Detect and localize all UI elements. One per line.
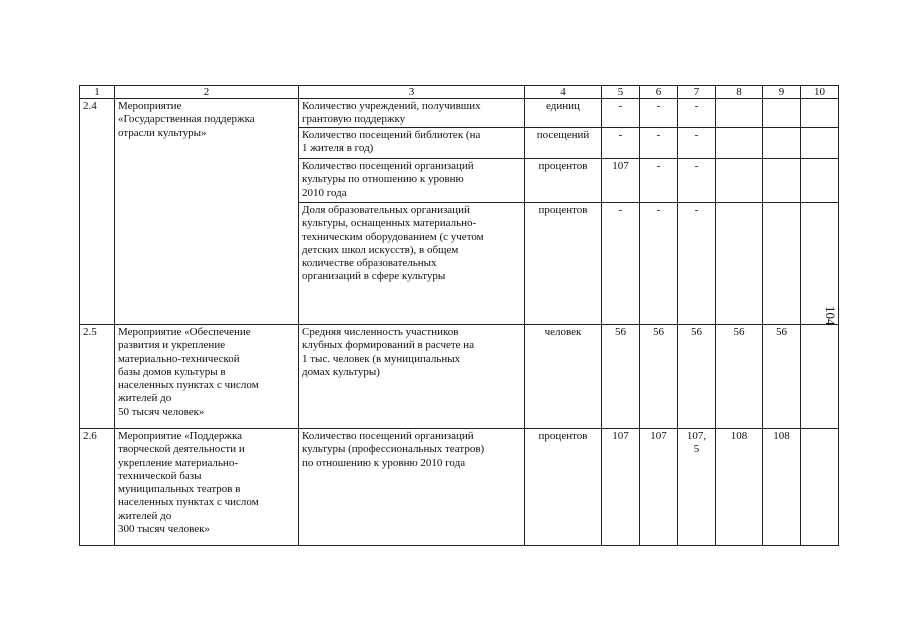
value-cell [801,325,839,429]
value-cell: 56 [763,325,801,429]
value-cell [716,128,763,159]
value-cell [716,159,763,203]
unit-cell: посещений [525,128,602,159]
column-header: 7 [678,86,716,99]
unit-cell: человек [525,325,602,429]
column-header: 4 [525,86,602,99]
value-cell: 107 [602,429,640,546]
table-header-row [80,86,839,99]
value-cell: - [678,99,716,128]
value-cell: - [678,203,716,325]
value-cell [763,203,801,325]
column-header: 3 [299,86,525,99]
value-cell [716,99,763,128]
unit-cell: процентов [525,159,602,203]
value-cell: 108 [716,429,763,546]
value-cell [716,203,763,325]
item-number: 2.6 [80,429,115,546]
table-row [80,325,839,429]
value-cell: - [640,159,678,203]
value-cell: - [640,99,678,128]
program-indicators-table [79,85,839,546]
value-cell [801,159,839,203]
value-cell [763,128,801,159]
table-row [80,99,839,128]
indicator-text: Количество посещений организаций культуры по отношению к уровню 2010 года [299,159,525,203]
column-header: 2 [115,86,299,99]
value-cell [801,128,839,159]
page-number: 104 [823,306,838,326]
measure-title: Мероприятие «Обеспечение развития и укрепление материально-технической базы домов культуры в населенных пунктах с числом жителей до 50 тысяч человек» [115,325,299,429]
column-header: 8 [716,86,763,99]
unit-cell: единиц [525,99,602,128]
value-cell: - [678,159,716,203]
value-cell [801,429,839,546]
value-cell: - [602,128,640,159]
value-cell: 56 [602,325,640,429]
column-header: 6 [640,86,678,99]
unit-cell: процентов [525,203,602,325]
value-cell: 107 [640,429,678,546]
value-cell [763,159,801,203]
value-cell: - [640,128,678,159]
value-cell [801,99,839,128]
table-row [80,429,839,546]
indicator-text: Средняя численность участников клубных формирований в расчете на 1 тыс. человек (в муниципальных домах культуры) [299,325,525,429]
indicator-text: Доля образовательных организаций культуры, оснащенных материально- техническим оборудованием (с учетом детских школ искусств), в общем количестве образовательных организаций в сфере культуры [299,203,525,325]
value-cell: - [602,203,640,325]
measure-title: Мероприятие «Государственная поддержка отрасли культуры» [115,99,299,325]
value-cell: 107 [602,159,640,203]
column-header: 10 [801,86,839,99]
value-cell: 108 [763,429,801,546]
value-cell: - [602,99,640,128]
unit-cell: процентов [525,429,602,546]
value-cell: 107, 5 [678,429,716,546]
column-header: 9 [763,86,801,99]
indicator-text: Количество посещений библиотек (на 1 жителя в год) [299,128,525,159]
item-number: 2.4 [80,99,115,325]
value-cell: 56 [716,325,763,429]
item-number: 2.5 [80,325,115,429]
value-cell: - [678,128,716,159]
indicator-text: Количество учреждений, получивших грантовую поддержку [299,99,525,128]
indicator-text: Количество посещений организаций культуры (профессиональных театров) по отношению к уровню 2010 года [299,429,525,546]
value-cell: 56 [678,325,716,429]
value-cell: 56 [640,325,678,429]
column-header: 5 [602,86,640,99]
measure-title: Мероприятие «Поддержка творческой деятельности и укрепление материально- технической базы муниципальных театров в населенных пунктах с числом жителей до 300 тысяч человек» [115,429,299,546]
column-header: 1 [80,86,115,99]
value-cell: - [640,203,678,325]
value-cell [801,203,839,325]
value-cell [763,99,801,128]
